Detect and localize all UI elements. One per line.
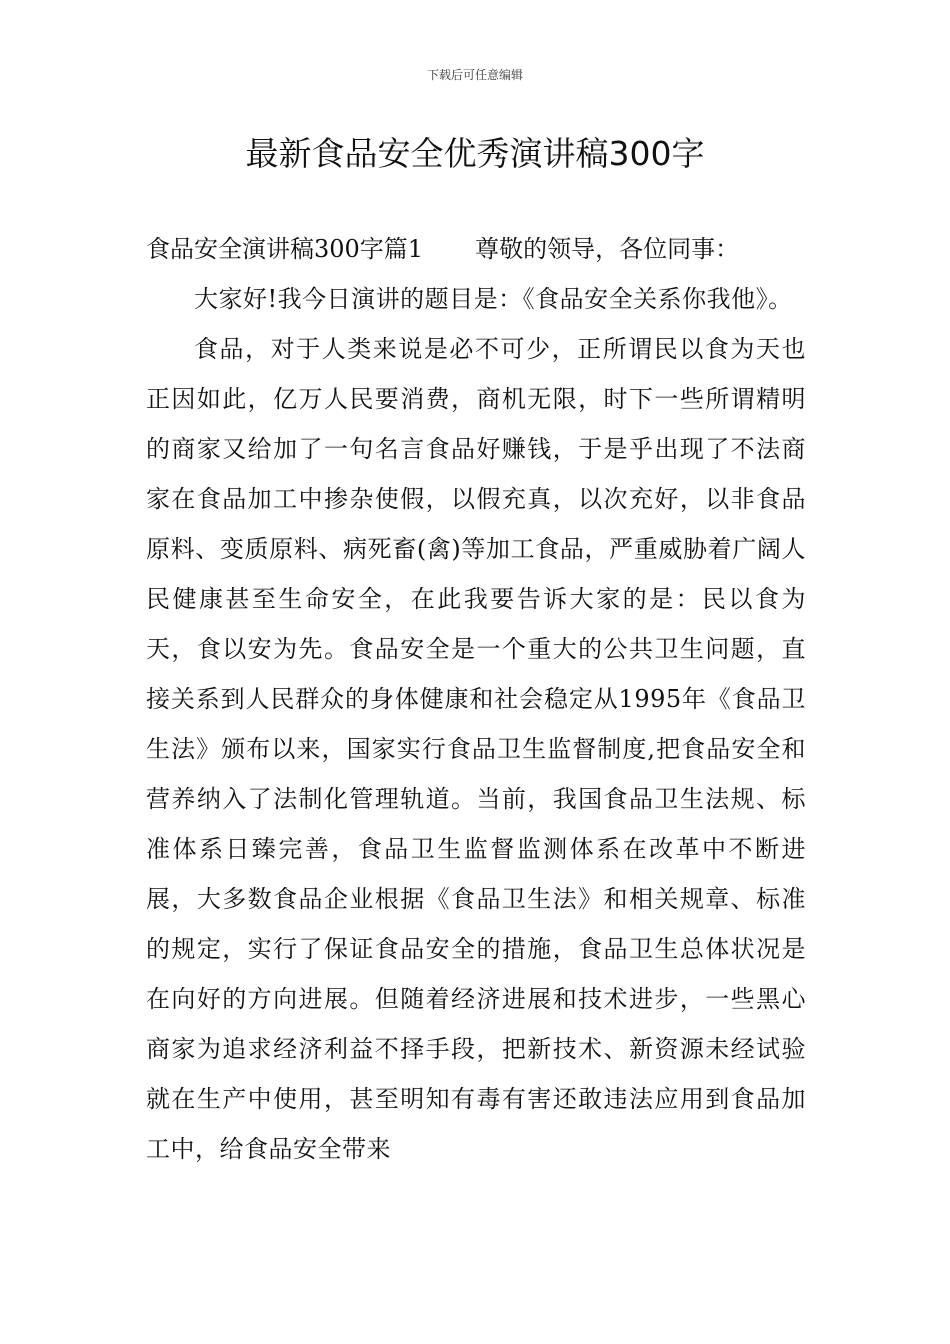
document-title: 最新食品安全优秀演讲稿300字	[245, 134, 705, 173]
salutation: 尊敬的领导，各位同事：	[475, 235, 740, 263]
intro-line	[146, 224, 806, 274]
paragraph-greeting: 大家好!我今日演讲的题目是：《食品安全关系你我他》。	[194, 285, 793, 313]
header-note: 下载后可任意编辑	[426, 68, 523, 82]
paragraph-body: 食品，对于人类来说是必不可少，正所谓民以食为天也正因如此，亿万人民要消费，商机无限，时下一些所谓精明的商家又给加了一句名言食品好赚钱，于是乎出现了不法商家在食品加工中掺杂使假，以假充真，以次充好，以非食品原料、变质原料、病死畜(禽)等加工食品，严重威胁着广阔人民健康甚至生命安全，在此我要告诉大家的是：民以食为天，食以安为先。食品安全是一个重大的公共卫生问题，直接关系到人民群众的身体健康和社会稳定从1995年《食品卫生法》颁布以来，国家实行食品卫生监督制度,把食品安全和营养纳入了法制化管理轨道。当前，我国食品卫生法规、标准体系日臻完善，食品卫生监督监测体系在改革中不断进展，大多数食品企业根据《食品卫生法》和相关规章、标准的规定，实行了保证食品安全的措施，食品卫生总体状况是在向好的方向进展。但随着经济进展和技术进步，一些黑心商家为追求经济利益不择手段，把新技术、新资源未经试验就在生产中使用，甚至明知有毒有害还敢违法应用到食品加工中，给食品安全带来	[146, 335, 806, 1163]
document-body	[146, 224, 806, 1174]
section-label: 食品安全演讲稿300字篇1	[146, 235, 424, 263]
